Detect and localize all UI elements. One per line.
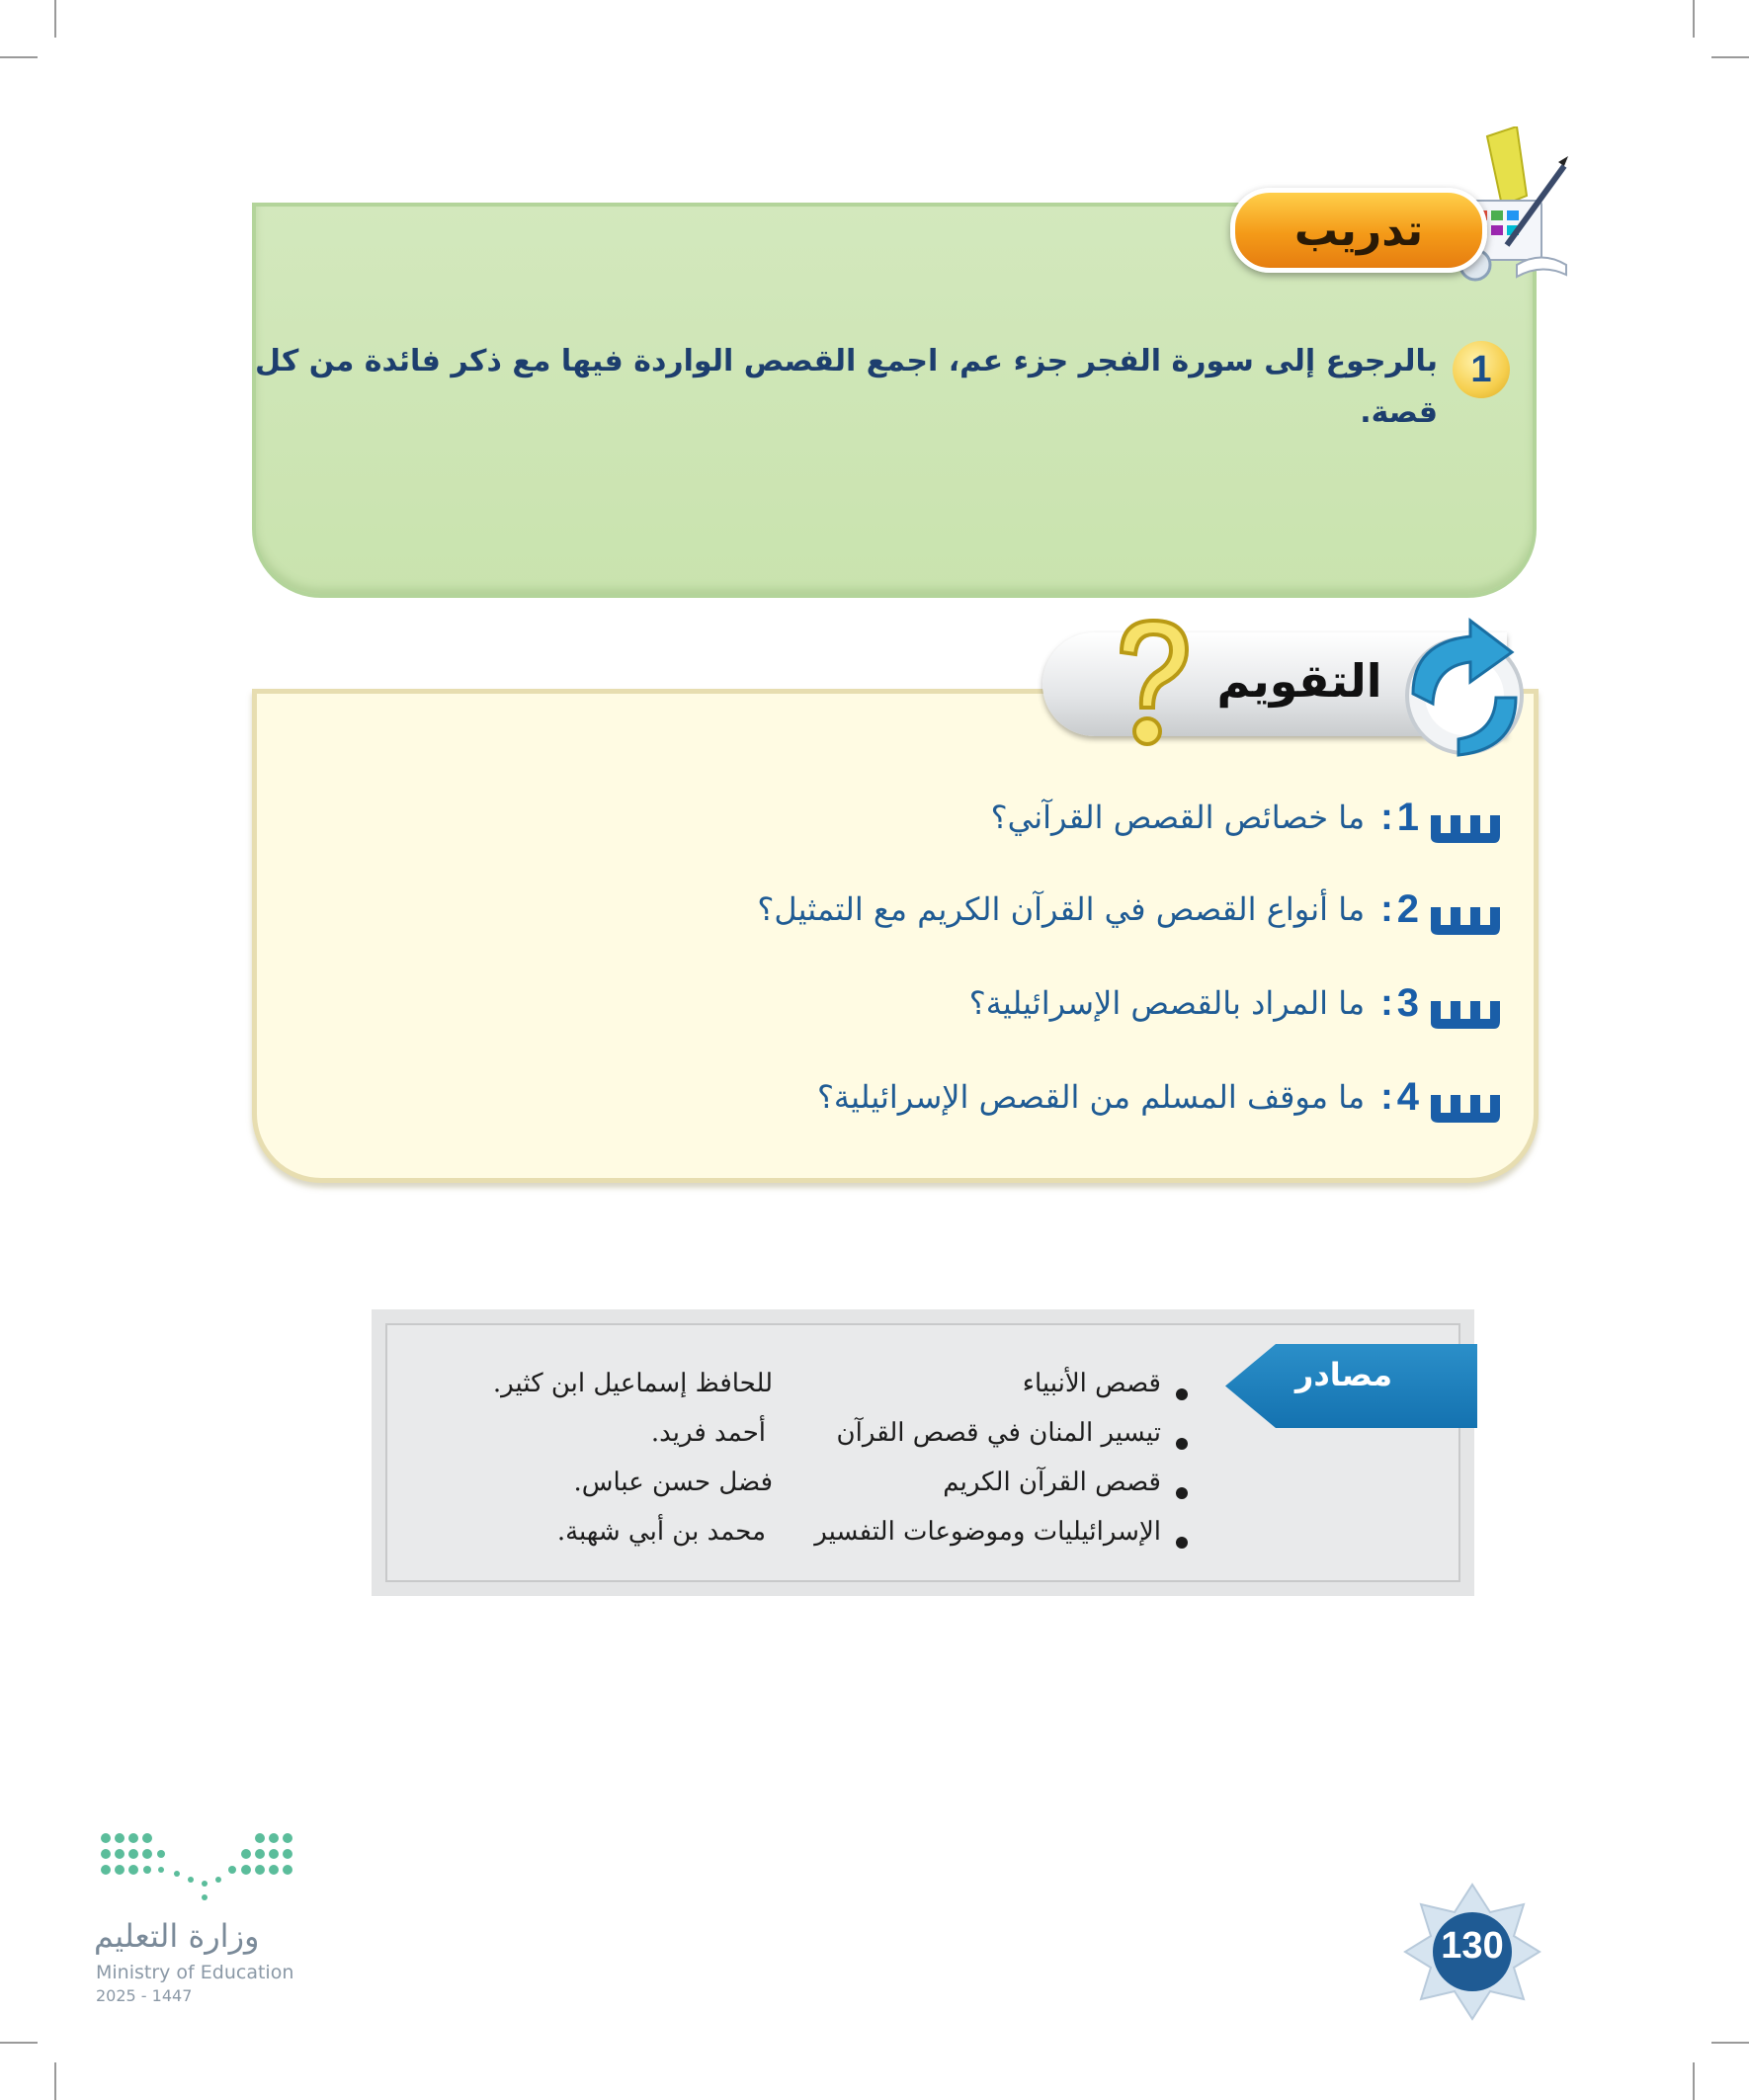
source-title: الإسرائيليات وموضوعات التفسير [814,1517,1161,1547]
ministry-year: 2025 - 1447 [96,1986,193,2005]
ministry-name-english: Ministry of Education [96,1962,294,1983]
crop-mark [0,56,38,58]
crop-mark [1711,2042,1749,2044]
question-text: ما المراد بالقصص الإسرائيلية؟ [968,984,1366,1022]
bullet-icon [1176,1487,1188,1499]
source-item [0,1517,1749,1566]
source-item [0,1369,1749,1418]
training-badge-label: تدريب [1293,205,1424,256]
question-letter-icon [1423,878,1502,941]
question-mark-icon [1102,613,1201,761]
question-colon: : [1380,796,1393,838]
sources-label: مصادر [1294,1356,1393,1393]
question-text: ما أنواع القصص في القرآن الكريم مع التمثيل؟ [757,890,1366,928]
question-colon: : [1380,887,1393,930]
question-number: 1 [1470,348,1492,390]
question-index: 1 [1396,795,1419,839]
source-author: أحمد فريد. [650,1418,766,1448]
question-text: ما موقف المسلم من القصص الإسرائيلية؟ [816,1078,1366,1116]
ministry-logo-icon [94,1818,311,1917]
evaluation-question-row [969,971,1502,1035]
crop-mark [1711,56,1749,58]
question-index: 4 [1396,1074,1419,1119]
bullet-icon [1176,1388,1188,1400]
source-title: تيسير المنان في قصص القرآن [836,1418,1161,1448]
question-letter-icon [1423,971,1502,1035]
evaluation-question-row [757,878,1502,941]
evaluation-title: التقويم [1216,654,1382,708]
crop-mark [0,2042,38,2044]
page-number: 130 [1441,1925,1504,1967]
question-index: 2 [1396,886,1419,931]
source-author: فضل حسن عباس. [573,1468,773,1497]
source-item [0,1468,1749,1517]
refresh-arrow-icon [1383,615,1541,763]
source-author: محمد بن أبي شهبة. [556,1517,766,1547]
crop-mark [1693,0,1695,38]
crop-mark [1693,2062,1695,2100]
source-title: قصص القرآن الكريم [943,1468,1161,1497]
training-badge [1230,188,1487,273]
question-index: 3 [1396,980,1419,1025]
evaluation-question-row [817,1065,1502,1129]
question-colon: : [1380,981,1393,1024]
question-text: ما خصائص القصص القرآني؟ [990,798,1366,836]
bullet-icon [1176,1438,1188,1450]
ministry-name-arabic: وزارة التعليم [94,1917,260,1955]
evaluation-question-row [991,786,1502,849]
crop-mark [54,0,56,38]
source-title: قصص الأنبياء [1022,1369,1161,1398]
training-question: بالرجوع إلى سورة الفجر جزء عم، اجمع القصص الواردة فيها مع ذكر فائدة من كل قصة. [255,344,1438,430]
question-colon: : [1380,1075,1393,1118]
question-letter-icon [1423,786,1502,849]
bullet-icon [1176,1537,1188,1549]
source-author: للحافظ إسماعيل ابن كثير. [492,1369,773,1398]
question-number-badge [1453,341,1510,398]
crop-mark [54,2062,56,2100]
source-item [0,1418,1749,1468]
question-letter-icon [1423,1065,1502,1129]
